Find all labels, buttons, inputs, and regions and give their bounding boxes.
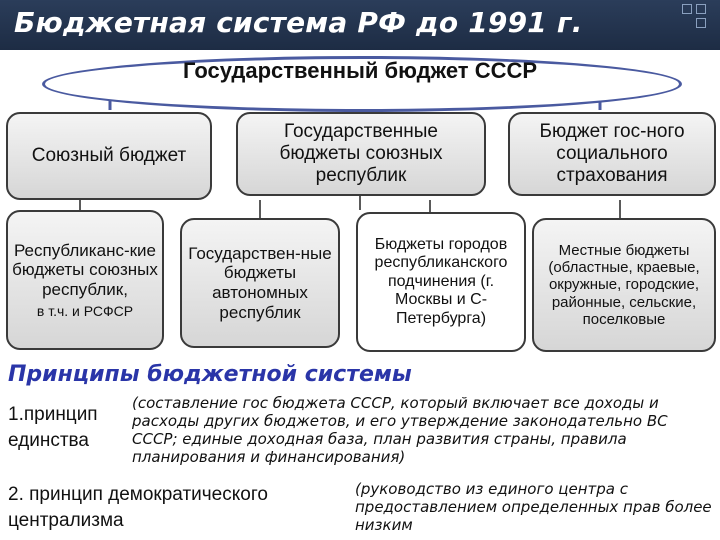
principle-2-text: (руководство из единого центра с предоставлением определенных прав более низким bbox=[355, 480, 712, 534]
republic-budgets-box bbox=[236, 112, 486, 196]
rsfsr-note: в т.ч. и РСФСР bbox=[36, 303, 134, 320]
slide-title: Бюджетная система РФ до 1991 г. bbox=[14, 6, 583, 39]
root-label: Государственный бюджет СССР bbox=[182, 58, 538, 83]
local-budgets-label: Местные бюджеты (областные, краевые, окружные, городские, районные, сельские, поселковые bbox=[548, 241, 700, 328]
union-budget-box bbox=[6, 112, 212, 200]
principle-2-label: 2. принцип демократического централизма bbox=[8, 484, 268, 531]
republic-budgets-label: Государственные бюджеты союзных республик bbox=[279, 121, 443, 186]
social-insurance-label: Бюджет гос-ного социального страхования bbox=[539, 121, 685, 186]
republican-budgets-box bbox=[6, 210, 164, 350]
republican-budgets-label: Республиканс-кие бюджеты союзных республик, bbox=[12, 240, 158, 299]
city-budgets-label: Бюджеты городов республиканского подчинения (г. Москвы и С-Петербурга) bbox=[374, 236, 508, 327]
principle-1-text: (составление гос бюджета СССР, который включает все доходы и расходы других бюджетов, и его утверждение законодательно ВС СССР; единые доходная база, план развития страны, правила планирования и финансирования) bbox=[132, 394, 668, 466]
social-insurance-box bbox=[508, 112, 716, 196]
local-budgets-box bbox=[532, 218, 716, 352]
autonomous-budgets-label: Государствен-ные бюджеты автономных республик bbox=[188, 243, 332, 322]
principles-heading: Принципы бюджетной системы bbox=[8, 362, 412, 387]
city-budgets-box bbox=[356, 212, 526, 352]
autonomous-budgets-box bbox=[180, 218, 340, 348]
union-budget-label: Союзный бюджет bbox=[31, 145, 187, 167]
principle-1-label: 1.принцип единства bbox=[8, 404, 98, 451]
